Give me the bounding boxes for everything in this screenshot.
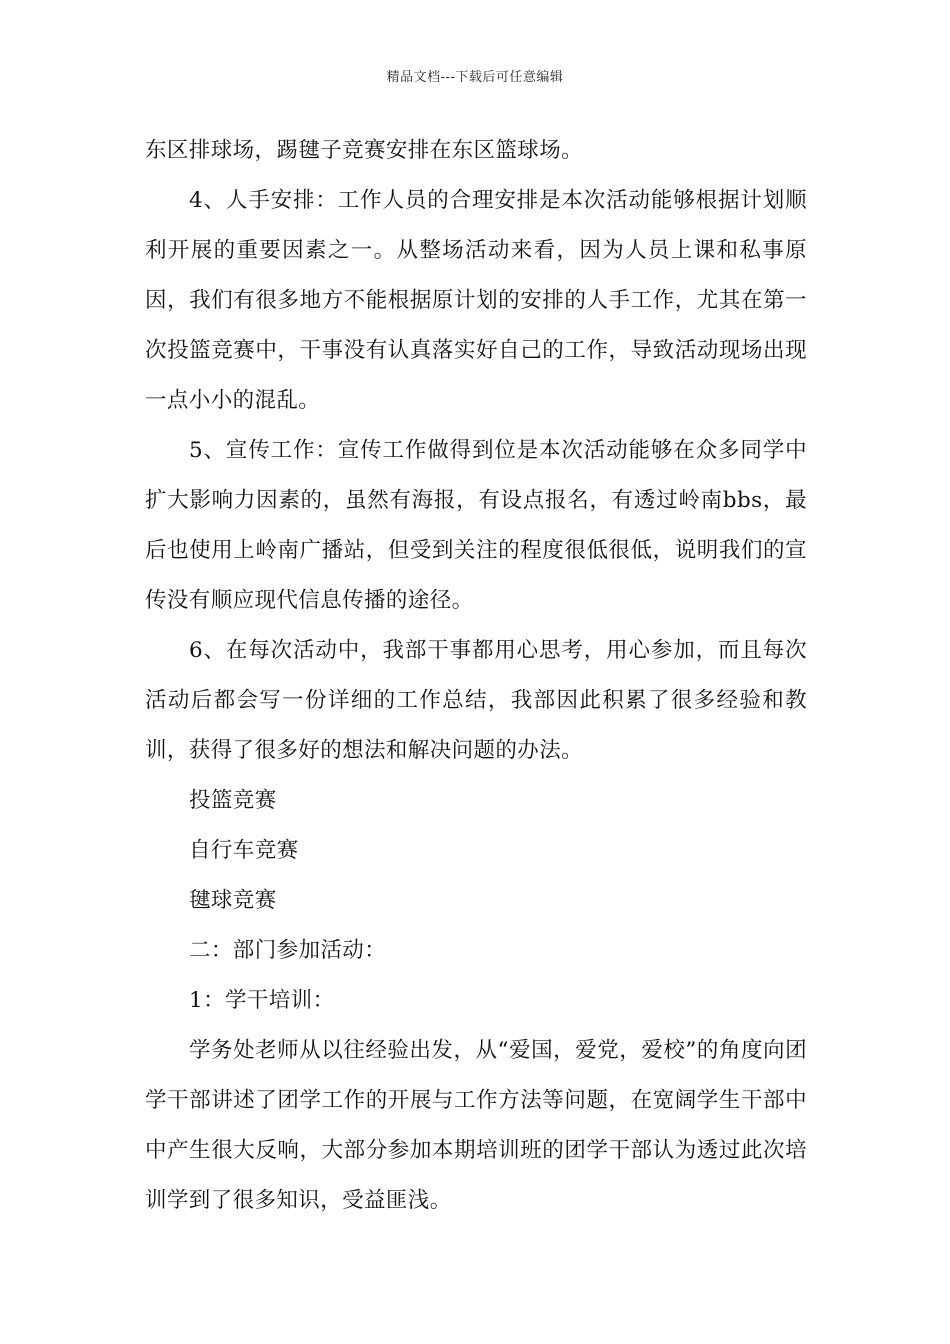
paragraph-staffing: 4、人手安排：工作人员的合理安排是本次活动能够根据计划顺利开展的重要因素之一。从整场活动来看，因为人员上课和私事原因，我们有很多地方不能根据原计划的安排的人手工作，尤其在第一次投篮竞赛中，干事没有认真落实好自己的工作，导致活动现场出现一点小小的混乱。 [145,188,807,413]
subsection-heading: 1：学干培训： [189,988,335,1013]
list-item-bicycle: 自行车竞赛 [189,838,299,863]
paragraph-publicity: 5、宣传工作：宣传工作做得到位是本次活动能够在众多同学中扩大影响力因素的，虽然有海报，有设点报名，有透过岭南bbs，最后也使用上岭南广播站，但受到关注的程度很低很低，说明我们的宣传没有顺应现代信息传播的途径。 [145,438,807,613]
section-heading: 二：部门参加活动： [189,938,387,963]
list-item-basketball: 投篮竞赛 [189,788,277,813]
paragraph-continuation: 东区排球场，踢毽子竞赛安排在东区篮球场。 [145,138,584,163]
page-header: 精品文档---下载后可任意编辑 [386,70,564,85]
paragraph-training: 学务处老师从以往经验出发，从“爱国，爱党，爱校”的角度向团学干部讲述了团学工作的开展与工作方法等问题，在宽阔学生干部中中产生很大反响，大部分参加本期培训班的团学干部认为透过此次培训学到了很多知识，受益匪浅。 [145,1038,807,1213]
paragraph-summary: 6、在每次活动中，我部干事都用心思考，用心参加，而且每次活动后都会写一份详细的工作总结，我部因此积累了很多经验和教训，获得了很多好的想法和解决问题的办法。 [145,638,807,763]
document-body [145,126,807,1226]
list-item-shuttlecock: 毽球竞赛 [189,888,277,913]
